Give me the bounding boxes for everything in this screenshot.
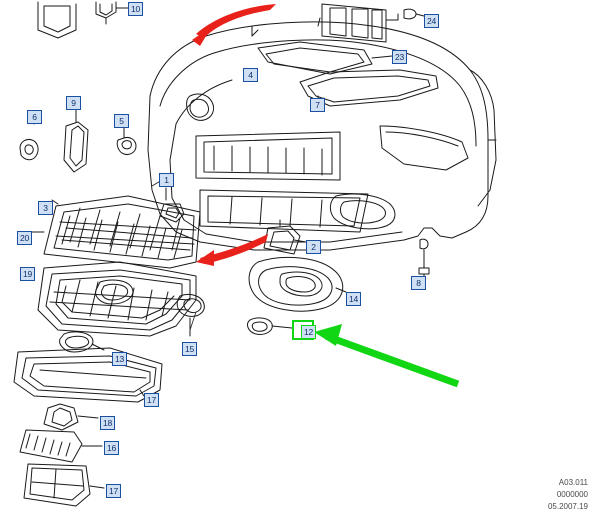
callout-1[interactable]: 1 bbox=[159, 173, 174, 187]
callout-23[interactable]: 23 bbox=[392, 50, 407, 64]
callout-7[interactable]: 7 bbox=[310, 98, 325, 112]
drawing-code: 0000000 bbox=[556, 490, 588, 499]
callout-13[interactable]: 13 bbox=[112, 352, 127, 366]
drawing-date: 05.2007.19 bbox=[547, 502, 588, 511]
callout-2[interactable]: 2 bbox=[306, 240, 321, 254]
callout-6[interactable]: 6 bbox=[27, 110, 42, 124]
callout-4[interactable]: 4 bbox=[243, 68, 258, 82]
callout-18[interactable]: 18 bbox=[100, 416, 115, 430]
callout-19[interactable]: 19 bbox=[20, 267, 35, 281]
green-arrow-annotation bbox=[314, 324, 458, 384]
callout-8[interactable]: 8 bbox=[411, 276, 426, 290]
callout-17-upper[interactable]: 17 bbox=[144, 393, 159, 407]
callout-12-selected[interactable]: 12 bbox=[301, 325, 316, 339]
callout-15[interactable]: 15 bbox=[182, 342, 197, 356]
callout-10[interactable]: 10 bbox=[128, 2, 143, 16]
callout-24[interactable]: 24 bbox=[424, 14, 439, 28]
callout-3[interactable]: 3 bbox=[38, 201, 53, 215]
callout-17-lower[interactable]: 17 bbox=[106, 484, 121, 498]
callout-14[interactable]: 14 bbox=[346, 292, 361, 306]
callout-20[interactable]: 20 bbox=[17, 231, 32, 245]
callout-16[interactable]: 16 bbox=[104, 441, 119, 455]
drawing-number: A03.011 bbox=[558, 478, 588, 487]
callout-9[interactable]: 9 bbox=[66, 96, 81, 110]
callout-5[interactable]: 5 bbox=[114, 114, 129, 128]
